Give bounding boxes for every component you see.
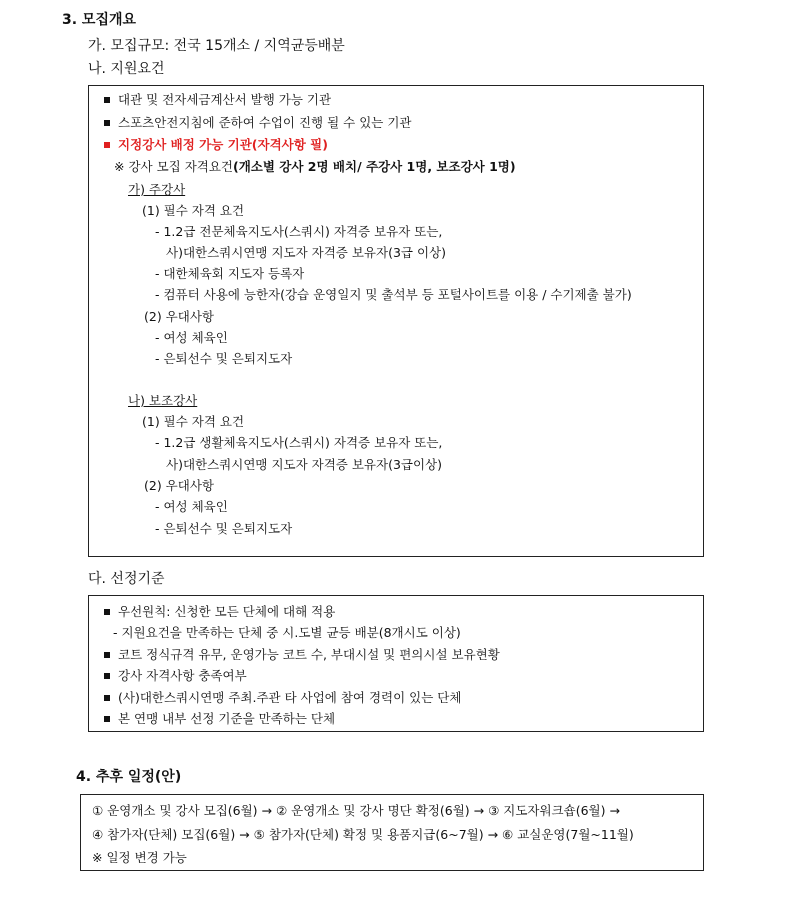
requirement-text: 지정강사 배정 가능 기관(자격사항 필)	[118, 137, 328, 152]
main-pref-title: (2) 우대사항	[144, 309, 214, 324]
requirement-item	[104, 90, 331, 108]
bullet-icon	[104, 609, 110, 615]
criteria-item	[104, 688, 461, 706]
assistant-pref-2: - 은퇴선수 및 은퇴지도자	[155, 521, 293, 536]
main-pref-1: - 여성 체육인	[155, 330, 228, 345]
assistant-pref-1: - 여성 체육인	[155, 499, 228, 514]
assistant-instructor-title: 나) 보조강사	[128, 393, 198, 408]
note-bold: (개소별 강사 2명 배치/ 주강사 1명, 보조강사 1명)	[233, 159, 516, 174]
bullet-icon	[104, 652, 110, 658]
criteria-text: 코트 정식규격 유무, 운영가능 코트 수, 부대시설 및 편의시설 보유현황	[118, 647, 500, 662]
bullet-icon	[104, 695, 110, 701]
criteria-text: (사)대한스쿼시연맹 주최.주관 타 사업에 참여 경력이 있는 단체	[118, 690, 462, 705]
criteria-text: 강사 자격사항 충족여부	[118, 668, 247, 683]
requirement-text: 대관 및 전자세금계산서 발행 가능 기관	[118, 92, 332, 107]
bullet-icon	[104, 120, 110, 126]
requirement-item	[104, 113, 411, 131]
criteria-item	[104, 709, 335, 727]
requirements-heading: 나. 지원요건	[88, 61, 165, 77]
bullet-icon	[104, 97, 110, 103]
assistant-pref-title: (2) 우대사항	[144, 478, 214, 493]
schedule-line-1: ① 운영개소 및 강사 모집(6월) → ② 운영개소 및 강사 명단 확정(6월) → ③ 지도자워크숍(6월) →	[92, 803, 620, 818]
note-prefix: ※ 강사 모집 자격요건	[114, 159, 233, 174]
main-pref-2: - 은퇴선수 및 은퇴지도자	[155, 351, 293, 366]
criteria-item	[104, 666, 247, 684]
criteria-text: 우선원칙: 신청한 모든 단체에 대해 적용	[118, 604, 336, 619]
bullet-icon	[104, 673, 110, 679]
criteria-item	[104, 602, 335, 620]
selection-criteria-heading: 다. 선정기준	[88, 571, 165, 587]
main-req-1b: 사)대한스쿼시연맹 지도자 자격증 보유자(3급 이상)	[166, 245, 446, 260]
assistant-req-1b: 사)대한스쿼시연맹 지도자 자격증 보유자(3급이상)	[166, 457, 443, 472]
requirement-item-highlight	[104, 135, 328, 153]
main-req-2: - 대한체육회 지도자 등록자	[155, 266, 305, 281]
main-req-3: - 컴퓨터 사용에 능한자(강습 운영일지 및 출석부 등 포털사이트를 이용 / 수기제출 불가)	[155, 287, 632, 302]
schedule-line-2: ④ 참가자(단체) 모집(6월) → ⑤ 참가자(단체) 확정 및 용품지급(6~7월) → ⑥ 교실운영(7월~11월)	[92, 827, 634, 842]
requirement-text: 스포츠안전지침에 준하여 수업이 진행 될 수 있는 기관	[118, 115, 412, 130]
main-required-title: (1) 필수 자격 요건	[142, 203, 245, 218]
bullet-icon	[104, 142, 110, 148]
section4-title: 4. 추후 일정(안)	[76, 769, 182, 785]
assistant-required-title: (1) 필수 자격 요건	[142, 414, 245, 429]
main-instructor-title: 가) 주강사	[128, 182, 186, 197]
recruit-scale: 가. 모집규모: 전국 15개소 / 지역균등배분	[88, 38, 345, 54]
section3-title: 3. 모집개요	[62, 12, 137, 28]
criteria-item	[104, 645, 500, 663]
assistant-req-1a: - 1.2급 생활체육지도사(스쿼시) 자격증 보유자 또는,	[155, 435, 443, 450]
instructor-note	[114, 157, 516, 175]
criteria-text: 본 연맹 내부 선정 기준을 만족하는 단체	[118, 711, 336, 726]
criteria-subitem: - 지원요건을 만족하는 단체 중 시.도별 균등 배분(8개시도 이상)	[113, 625, 461, 640]
main-req-1a: - 1.2급 전문체육지도사(스쿼시) 자격증 보유자 또는,	[155, 224, 443, 239]
bullet-icon	[104, 716, 110, 722]
schedule-note: ※ 일정 변경 가능	[92, 850, 187, 865]
